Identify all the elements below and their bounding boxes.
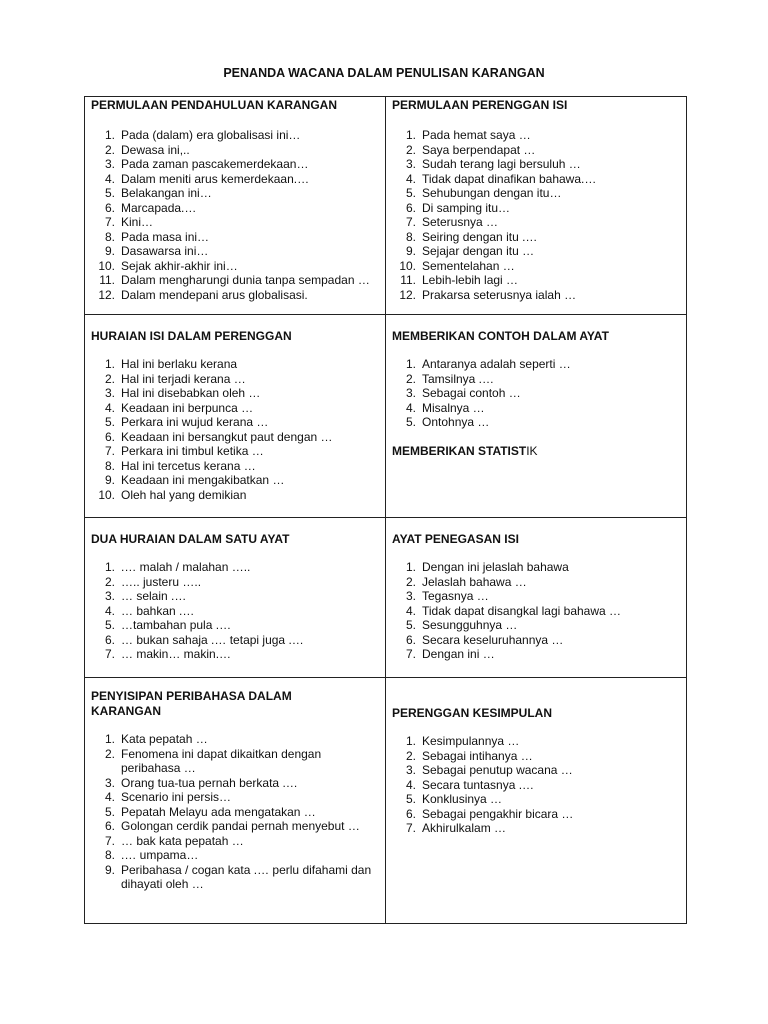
list-item-text: Sesungguhnya … (422, 618, 518, 632)
list-item-text: Seterusnya … (422, 215, 499, 229)
list-item-text: Sebagai contoh … (422, 386, 521, 400)
list-item (91, 259, 379, 274)
list-item-text: Sudah terang lagi bersuluh … (422, 157, 581, 171)
list-item (91, 215, 379, 230)
list-item-number: 2. (405, 142, 416, 157)
list-item-number: 3. (405, 157, 416, 171)
list-item-text: Kini… (121, 215, 154, 229)
list-item-number: 7. (405, 215, 416, 229)
list-item-number: 4. (104, 603, 115, 618)
list-item-text: Sebagai pengakhir bicara … (422, 806, 574, 821)
list-item-text: Ontohnya … (422, 415, 490, 429)
list-item-text: .… malah / malahan ….. (121, 560, 251, 574)
list-item-text: Sehubungan dengan itu… (422, 186, 562, 200)
list-item (91, 430, 379, 445)
cell-penegasan-isi (386, 518, 687, 678)
list-item-number: 9. (405, 244, 416, 258)
list-item-number: 5. (104, 415, 115, 429)
cell-permulaan-perenggan (386, 97, 687, 315)
list-item-number: 3. (405, 589, 416, 603)
heading-huraian-isi: HURAIAN ISI DALAM PERENGGAN (91, 329, 292, 343)
list-item-number: 6. (104, 200, 115, 215)
list-item-number: 3. (104, 386, 115, 400)
list-item-text: Dalam mengharungi dunia tanpa sempadan … (121, 273, 370, 287)
list-item-number: 6. (104, 632, 115, 647)
list-item-text: Perkara ini timbul ketika … (121, 444, 264, 458)
list-item-text: … bukan sahaja .… tetapi juga .… (121, 632, 304, 647)
list-item-number: 8. (405, 229, 416, 244)
list-item (392, 215, 680, 230)
list-item-number: 4. (405, 171, 416, 186)
list-item (91, 230, 379, 245)
list-item (91, 805, 379, 820)
list-item-number: 7. (104, 215, 115, 229)
heading-penegasan-isi: AYAT PENEGASAN ISI (392, 532, 519, 546)
list-item-text: Keadaan ini berpunca … (121, 400, 254, 415)
list-item-number: 2. (104, 142, 115, 157)
list-item-number: 6. (104, 429, 115, 444)
list-item-text: … bak kata pepatah … (121, 833, 244, 848)
list-item-text: Tegasnya … (422, 589, 489, 603)
list-item-number: 1. (104, 128, 115, 142)
list-item-text: Peribahasa / cogan kata .… perlu difahami dan dihayati oleh … (121, 862, 372, 891)
list-item-number: 5. (405, 792, 416, 806)
list-item (91, 819, 379, 834)
list-item (91, 747, 379, 776)
list-item-number: 6. (405, 806, 416, 821)
list-item-number: 12. (98, 287, 115, 302)
list-item (91, 143, 379, 158)
list-item-number: 9. (104, 862, 115, 877)
list-item-number: 2. (405, 574, 416, 589)
list-item-number: 2. (104, 746, 115, 761)
list-item-text: Secara keseluruhannya … (422, 632, 564, 647)
list-item-number: 2. (405, 748, 416, 763)
cell-peribahasa (85, 678, 386, 924)
list-item (392, 560, 680, 575)
list-item-text: Pada masa ini… (121, 229, 210, 244)
list-item (91, 415, 379, 430)
list-peribahasa (91, 732, 379, 892)
heading-peribahasa: PENYISIPAN PERIBAHASA DALAM KARANGAN (91, 689, 292, 718)
list-item (91, 201, 379, 216)
list-item (392, 157, 680, 172)
list-item-number: 2. (104, 371, 115, 386)
list-item-text: Sejajar dengan itu … (422, 244, 535, 258)
connectors-table (84, 96, 687, 924)
list-permulaan-perenggan (392, 128, 680, 302)
list-item-number: 1. (405, 560, 416, 574)
list-item-number: 4. (405, 777, 416, 792)
list-item (91, 357, 379, 372)
list-item-number: 5. (104, 804, 115, 819)
list-item-number: 5. (405, 618, 416, 632)
list-item-text: Konklusinya … (422, 792, 503, 806)
document-title: PENANDA WACANA DALAM PENULISAN KARANGAN (223, 66, 545, 80)
list-item (392, 618, 680, 633)
list-item (392, 201, 680, 216)
list-item-text: Jelaslah bahawa … (422, 574, 527, 589)
list-item-number: 4. (405, 603, 416, 618)
cell-contoh-ayat (386, 315, 687, 518)
list-item-text: Lebih-lebih lagi … (422, 273, 519, 287)
list-item-text: Misalnya … (422, 400, 485, 415)
list-item (392, 821, 680, 836)
list-item-number: 8. (104, 458, 115, 473)
list-item-number: 1. (405, 734, 416, 748)
list-item-number: 6. (104, 819, 115, 833)
list-item-number: 1. (104, 732, 115, 746)
list-item (91, 776, 379, 791)
heading-permulaan-perenggan: PERMULAAN PERENGGAN ISI (392, 98, 568, 112)
list-item-text: Hal ini terjadi kerana … (121, 371, 246, 386)
list-item (91, 604, 379, 619)
list-item (392, 807, 680, 822)
list-item-text: Prakarsa seterusnya ialah … (422, 287, 577, 302)
list-item-text: Pada zaman pascakemerdekaan… (121, 157, 309, 171)
list-item-number: 1. (405, 128, 416, 142)
list-item-number: 7. (104, 647, 115, 661)
list-item-number: 5. (104, 186, 115, 200)
list-item-number: 7. (405, 821, 416, 835)
list-item (392, 386, 680, 401)
list-item (91, 863, 379, 892)
list-item (392, 763, 680, 778)
list-item (392, 273, 680, 288)
heading-kesimpulan: PERENGGAN KESIMPULAN (392, 706, 553, 720)
list-item-text: Fenomena ini dapat dikaitkan dengan peribahasa … (121, 746, 322, 775)
list-item-number: 4. (104, 171, 115, 186)
list-item (91, 288, 379, 303)
list-item (392, 792, 680, 807)
list-item (91, 575, 379, 590)
list-item-text: .… umpama… (121, 848, 199, 862)
list-item-number: 3. (104, 157, 115, 171)
list-item-text: Marcapada.… (121, 200, 197, 215)
list-item-number: 8. (104, 848, 115, 862)
list-item-number: 2. (104, 574, 115, 589)
list-item (91, 372, 379, 387)
list-item (392, 589, 680, 604)
list-item-text: Akhirulkalam … (422, 821, 507, 835)
list-item-text: …tambahan pula .… (121, 618, 232, 632)
list-item-text: Tidak dapat dinafikan bahawa.… (422, 171, 597, 186)
list-item (91, 488, 379, 503)
list-item-text: Dalam mendepani arus globalisasi. (121, 287, 308, 302)
list-item-number: 8. (104, 229, 115, 244)
list-item (91, 128, 379, 143)
list-item (392, 749, 680, 764)
list-item (91, 459, 379, 474)
list-item (91, 172, 379, 187)
list-item-number: 10. (98, 487, 115, 502)
list-item-text: Antaranya adalah seperti … (422, 357, 571, 371)
list-item (91, 790, 379, 805)
statistik-bold: MEMBERIKAN STATIST (392, 443, 527, 458)
list-item (91, 647, 379, 662)
list-item-number: 11. (400, 273, 416, 287)
list-kesimpulan (392, 734, 680, 836)
list-item (91, 186, 379, 201)
list-item-number: 3. (104, 589, 115, 603)
list-item (392, 288, 680, 303)
list-item-number: 7. (104, 833, 115, 848)
list-item (392, 244, 680, 259)
list-item-text: Hal ini disebabkan oleh … (121, 386, 261, 400)
list-item-number: 1. (405, 357, 416, 371)
list-item-text: Sejak akhir-akhir ini… (121, 258, 238, 273)
list-item-number: 5. (104, 618, 115, 632)
list-item (392, 778, 680, 793)
list-item-number: 1. (104, 357, 115, 371)
list-item-text: Hal ini berlaku kerana (121, 357, 238, 371)
statistik-rest: IK (526, 443, 538, 458)
list-item-text: Di samping itu… (422, 200, 511, 215)
list-item-number: 5. (405, 415, 416, 429)
list-item-number: 4. (405, 400, 416, 415)
list-item-number: 5. (405, 186, 416, 200)
list-item-number: 7. (405, 647, 416, 661)
list-item-text: Tamsilnya .… (422, 371, 495, 386)
list-item-number: 4. (104, 790, 115, 804)
list-dua-huraian (91, 560, 379, 662)
list-item-text: Pepatah Melayu ada mengatakan … (121, 804, 316, 819)
cell-kesimpulan (386, 678, 687, 924)
list-item-text: Belakangan ini… (121, 186, 212, 200)
list-item (392, 143, 680, 158)
list-item-text: Dewasa ini,.. (121, 142, 190, 157)
heading-memberikan-statistik (392, 444, 680, 458)
list-item (392, 357, 680, 372)
list-item (392, 647, 680, 662)
list-item (392, 372, 680, 387)
list-item-text: Sementelahan … (422, 258, 515, 273)
list-item-number: 3. (405, 386, 416, 400)
list-item-text: Scenario ini persis… (121, 790, 232, 804)
list-item-number: 12. (399, 287, 416, 302)
list-item-text: Pada (dalam) era globalisasi ini… (121, 128, 301, 142)
list-item-number: 9. (104, 244, 115, 258)
list-penegasan-isi (392, 560, 680, 662)
list-item (392, 401, 680, 416)
list-item (91, 401, 379, 416)
heading-dua-huraian: DUA HURAIAN DALAM SATU AYAT (91, 532, 290, 546)
list-item (392, 734, 680, 749)
list-item (91, 273, 379, 288)
list-item (91, 732, 379, 747)
list-item-number: 6. (405, 632, 416, 647)
list-item (91, 834, 379, 849)
list-item-number: 2. (405, 371, 416, 386)
list-item-text: Seiring dengan itu .… (422, 229, 538, 244)
list-item-text: Sebagai intihanya … (422, 748, 533, 763)
list-item-number: 3. (104, 775, 115, 790)
list-item (91, 473, 379, 488)
list-item (392, 172, 680, 187)
list-item-text: Kata pepatah … (121, 732, 208, 746)
list-item-number: 6. (405, 200, 416, 215)
list-item-text: … bahkan .… (121, 603, 195, 618)
list-item-text: Saya berpendapat … (422, 142, 536, 157)
heading-permulaan-pendahuluan: PERMULAAN PENDAHULUAN KARANGAN (91, 98, 337, 112)
cell-dua-huraian (85, 518, 386, 678)
list-item-number: 11. (99, 273, 115, 287)
list-item-number: 9. (104, 473, 115, 487)
list-item-text: … selain .… (121, 589, 187, 603)
list-contoh-ayat (392, 357, 680, 430)
list-item-text: ….. justeru ….. (121, 574, 202, 589)
list-item (91, 386, 379, 401)
list-item-text: Tidak dapat disangkal lagi bahawa … (422, 603, 622, 618)
list-item (392, 575, 680, 590)
list-item (91, 560, 379, 575)
list-item-text: Hal ini tercetus kerana … (121, 458, 256, 473)
list-item (91, 444, 379, 459)
list-huraian-isi (91, 357, 379, 502)
list-item (91, 157, 379, 172)
list-item (392, 186, 680, 201)
list-item-number: 7. (104, 444, 115, 458)
list-item (91, 633, 379, 648)
list-item-text: Pada hemat saya … (422, 128, 531, 142)
list-item-number: 3. (405, 763, 416, 777)
cell-huraian-isi (85, 315, 386, 518)
list-item-text: Dasawarsa ini… (121, 244, 209, 258)
list-item-number: 10. (98, 258, 115, 273)
list-item-number: 10. (399, 258, 416, 273)
list-item-text: Dalam meniti arus kemerdekaan.… (121, 171, 310, 186)
list-item-text: Golongan cerdik pandai pernah menyebut … (121, 819, 360, 833)
list-item (392, 128, 680, 143)
list-item (392, 633, 680, 648)
list-item (392, 259, 680, 274)
list-item-text: Dengan ini jelaslah bahawa (422, 560, 569, 574)
list-item (392, 604, 680, 619)
list-item-text: Sebagai penutup wacana … (422, 763, 573, 777)
list-item-number: 1. (104, 560, 115, 574)
list-item-text: Keadaan ini bersangkut paut dengan … (121, 429, 333, 444)
cell-permulaan-pendahuluan (85, 97, 386, 315)
list-item-text: Dengan ini … (422, 647, 495, 661)
heading-contoh-ayat: MEMBERIKAN CONTOH DALAM AYAT (392, 329, 609, 343)
list-permulaan-pendahuluan (91, 128, 379, 302)
list-item-text: Keadaan ini mengakibatkan … (121, 473, 285, 487)
list-item (392, 230, 680, 245)
list-item-text: … makin… makin.… (121, 647, 232, 661)
list-item-text: Orang tua-tua pernah berkata .… (121, 775, 298, 790)
list-item-text: Secara tuntasnya .… (422, 777, 535, 792)
list-item-text: Perkara ini wujud kerana … (121, 415, 269, 429)
list-item (91, 244, 379, 259)
list-item (91, 589, 379, 604)
list-item-text: Oleh hal yang demikian (121, 487, 247, 502)
list-item (392, 415, 680, 430)
list-item (91, 848, 379, 863)
list-item (91, 618, 379, 633)
list-item-number: 4. (104, 400, 115, 415)
list-item-text: Kesimpulannya … (422, 734, 520, 748)
